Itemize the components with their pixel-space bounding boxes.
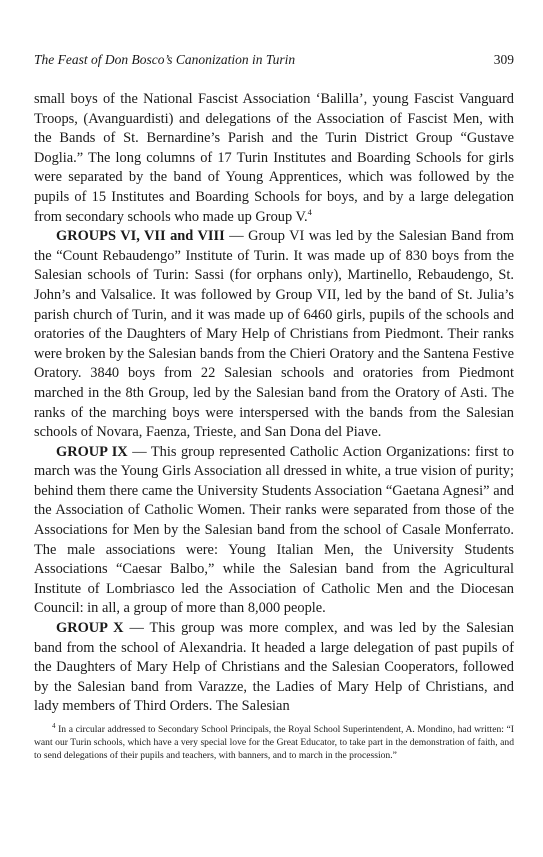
paragraph-group-x (34, 619, 514, 717)
body-text (34, 90, 514, 717)
paragraph-text: small boys of the National Fascist Association ‘Balilla’, young Fascist Vanguard Troops, (Avanguardisti) and delegations of the Association of Fascist Men, with the Bands of St. Bernardine’s Parish and the Turin District Group “Gustave Doglia.” The long columns of 17 Turin Institutes and Boarding Schools for girls were separated by the band of Young Apprentices, which was followed by the pupils of 15 Institutes and Boarding Schools for boys, and by a large delegation from secondary schools who made up Group V. (34, 91, 514, 225)
footnote-reference: 4 (307, 206, 312, 217)
paragraph-text: — Group VI was led by the Salesian Band from the “Count Rebaudengo” Institute of Turin. It was made up of 830 boys from the Salesian schools of Turin: Sassi (for orphans only), Martinello, Rebaudengo, St. John’s and Valsalice. It was followed by Group VII, led by the band of St. Julia’s parish church of Turin, and it was made up of 6460 girls, pupils of the schools and oratories of the Daughters of Mary Help of Christians from Piedmont. Their ranks were broken by the Salesian bands from the Chieri Oratory and the Santena Festive Oratory. 3840 boys from 22 Salesian schools and oratories from Piedmont marched in the 8th Group, led by the Salesian band from the Oratory of Asti. The ranks of the marching boys were interspersed with the bands from the Salesian schools of Novara, Faenza, Trieste, and San Dona del Piave. (34, 228, 515, 441)
group-heading: GROUP IX (56, 443, 128, 460)
paragraph-text: — This group was more complex, and was led by the Salesian band from the school of Alexandria. It headed a large delegation of past pupils of the Daughters of Mary Help of Christians and the Salesian Cooperators, followed by the Salesian band from Varazze, the Ladies of Mary Help of Christians, and lady members of Third Orders. The Salesian (34, 620, 514, 715)
book-page (34, 52, 514, 763)
paragraph-groups-vi-vii-viii (34, 227, 514, 443)
footnote (34, 723, 514, 763)
paragraph-text: — This group represented Catholic Action Organizations: first to march was the Young Girls Association all dressed in white, a true vision of purity; behind them there came the University Students Association “Gaetana Agnesi” and the Association of Catholic Women. Their ranks were separated from those of the Associations for Men by the Salesian band from the school of Casale Monferrato. The male associations were: Young Italian Men, the University Students Associations “Caesar Balbo,” while the Salesian band from the Agricultural Institute of Lombriasco led the Association of Catholic Men and the Diocesan Council: in all, a group of more than 8,000 people. (34, 443, 514, 617)
paragraph-group-ix (34, 443, 514, 619)
footnote-mark: 4 (52, 722, 56, 730)
footnote-text-block (34, 723, 514, 763)
footnote-text: In a circular addressed to Secondary School Principals, the Royal School Superintendent, A. Mondino, had written: “I want our Turin schools, which have a very special love for the Great Educator, to take part in the demonstration of faith, and to send delegations of their pupils and teachers, with banners, and to march in the procession.” (34, 724, 514, 762)
paragraph-continuation (34, 90, 514, 227)
running-head (34, 52, 514, 68)
page-number: 309 (493, 52, 514, 67)
group-heading: GROUPS VI, VII and VIII (56, 228, 225, 245)
group-heading: GROUP X (56, 620, 124, 637)
chapter-title: The Feast of Don Bosco’s Canonization in Turin (34, 52, 296, 67)
